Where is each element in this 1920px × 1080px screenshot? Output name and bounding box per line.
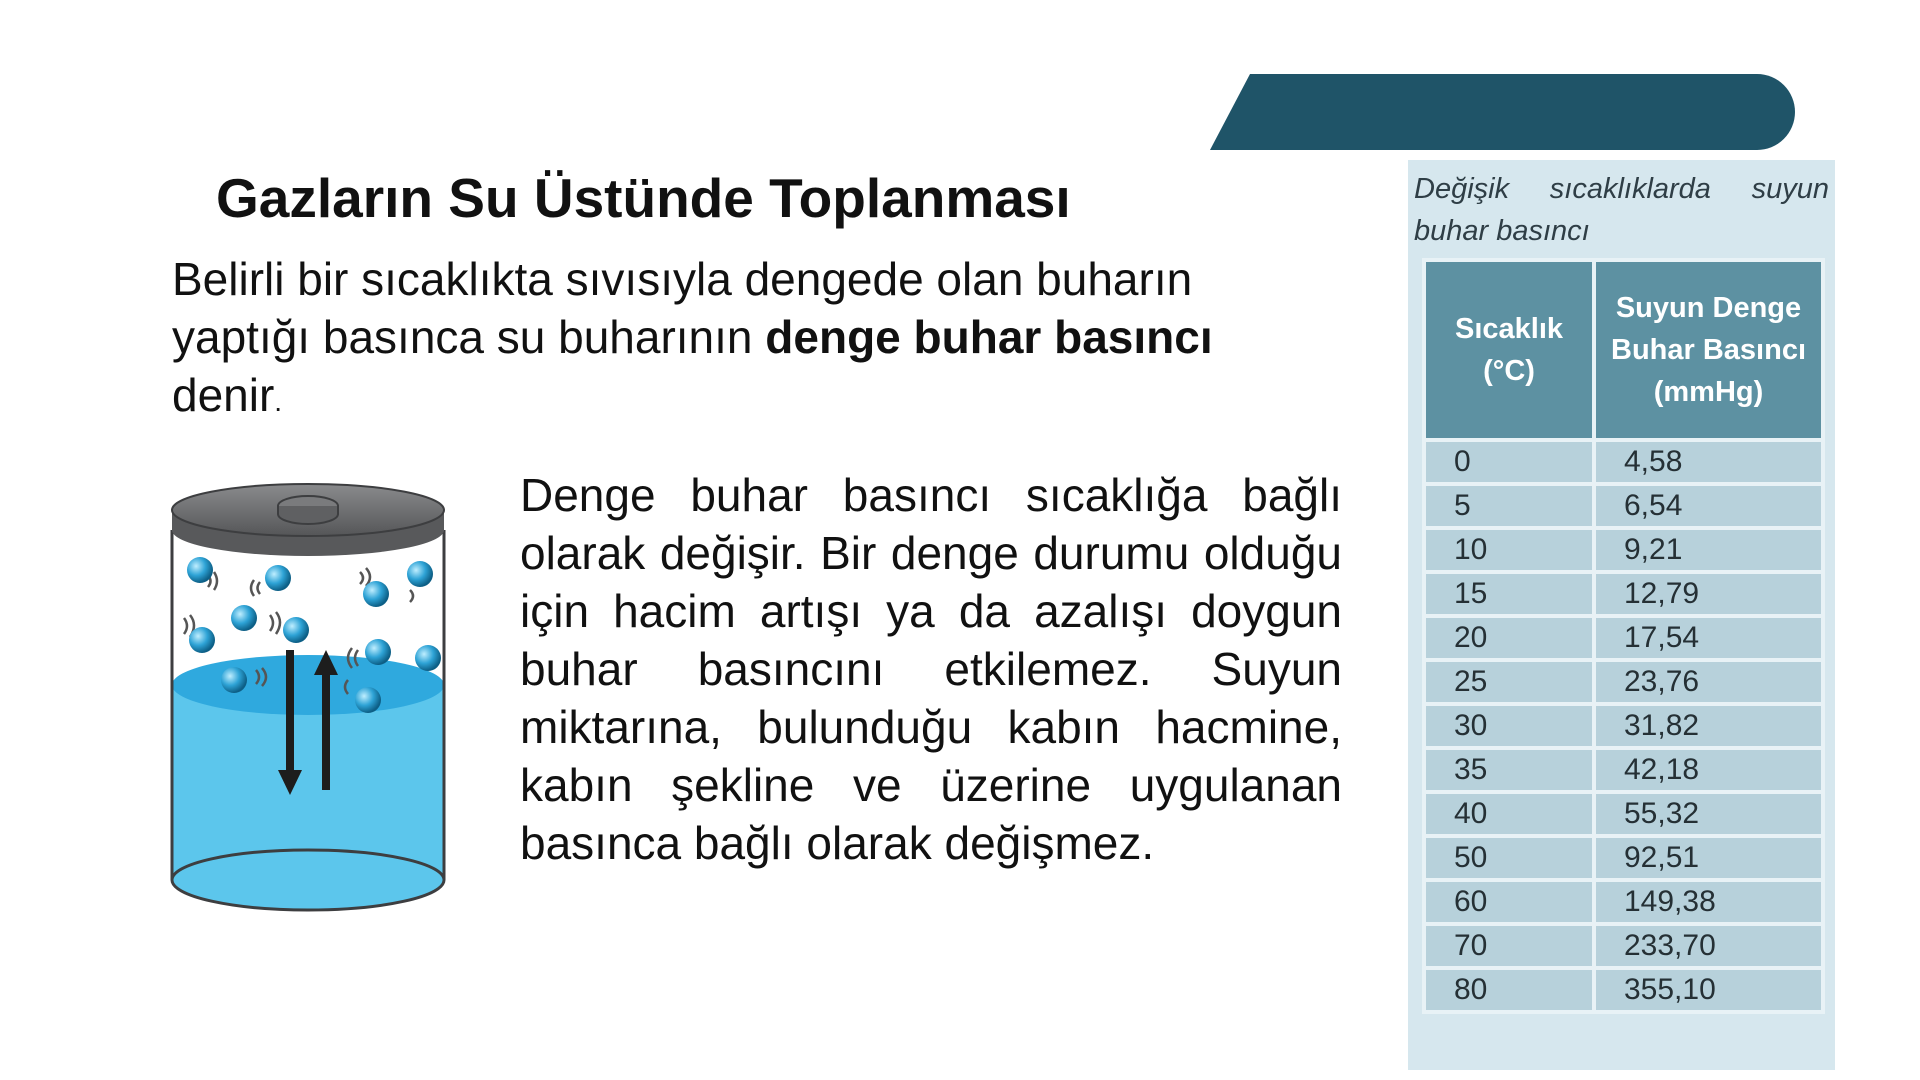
table-row [1424, 792, 1823, 836]
table-row [1424, 572, 1823, 616]
temperature-cell: 0 [1424, 440, 1594, 484]
intro-text-2: denir [172, 369, 275, 421]
table-row [1424, 440, 1823, 484]
pressure-cell: 55,32 [1594, 792, 1823, 836]
pressure-cell: 149,38 [1594, 880, 1823, 924]
table-row [1424, 924, 1823, 968]
table-row [1424, 836, 1823, 880]
intro-period: . [274, 386, 283, 417]
temperature-cell: 50 [1424, 836, 1594, 880]
temperature-cell: 5 [1424, 484, 1594, 528]
temperature-cell: 35 [1424, 748, 1594, 792]
table-row [1424, 748, 1823, 792]
slide-title: Gazların Su Üstünde Toplanması [216, 167, 1071, 229]
pressure-cell: 42,18 [1594, 748, 1823, 792]
table-row [1424, 616, 1823, 660]
pressure-cell: 4,58 [1594, 440, 1823, 484]
pressure-cell: 23,76 [1594, 660, 1823, 704]
pressure-cell: 6,54 [1594, 484, 1823, 528]
pressure-cell: 355,10 [1594, 968, 1823, 1012]
temperature-cell: 80 [1424, 968, 1594, 1012]
table-row [1424, 660, 1823, 704]
closed-container-water-vapor-icon [160, 470, 460, 930]
intro-paragraph [172, 250, 1302, 431]
table-row [1424, 484, 1823, 528]
table-row [1424, 968, 1823, 1012]
vapor-pressure-panel [1408, 160, 1835, 1070]
container-vapor-illustration [160, 470, 460, 930]
vapor-pressure-table [1422, 258, 1825, 1014]
pressure-cell: 92,51 [1594, 836, 1823, 880]
pressure-cell: 17,54 [1594, 616, 1823, 660]
header-pressure: Suyun Denge Buhar Basıncı (mmHg) [1594, 260, 1823, 440]
pressure-cell: 233,70 [1594, 924, 1823, 968]
table-caption: Değişik sıcaklıklarda suyun buhar basıncı [1414, 173, 1829, 247]
pressure-cell: 12,79 [1594, 572, 1823, 616]
header-banner [1210, 74, 1795, 150]
temperature-cell: 60 [1424, 880, 1594, 924]
header-temperature: Sıcaklık (°C) [1424, 260, 1594, 440]
temperature-cell: 70 [1424, 924, 1594, 968]
table-row [1424, 880, 1823, 924]
intro-text-1: Belirli bir sıcaklıkta sıvısıyla dengede olan buharın yaptığı basınca su buharının [172, 253, 1193, 363]
pressure-cell: 9,21 [1594, 528, 1823, 572]
temperature-cell: 40 [1424, 792, 1594, 836]
pressure-cell: 31,82 [1594, 704, 1823, 748]
body-paragraph: Denge buhar basıncı sıcaklığa bağlı olarak değişir. Bir denge durumu olduğu için hacim artışı ya da azalışı doygun buhar basıncını etkilemez. Suyun miktarına, bulunduğu kabın hacmine, kabın şekline ve üzerine uygulanan basınca bağlı olarak değişmez. [520, 469, 1342, 869]
temperature-cell: 25 [1424, 660, 1594, 704]
temperature-cell: 15 [1424, 572, 1594, 616]
temperature-cell: 20 [1424, 616, 1594, 660]
temperature-cell: 10 [1424, 528, 1594, 572]
table-header-row [1424, 260, 1823, 440]
table-row [1424, 528, 1823, 572]
temperature-cell: 30 [1424, 704, 1594, 748]
intro-bold-term: denge buhar basıncı [765, 311, 1213, 363]
table-row [1424, 704, 1823, 748]
